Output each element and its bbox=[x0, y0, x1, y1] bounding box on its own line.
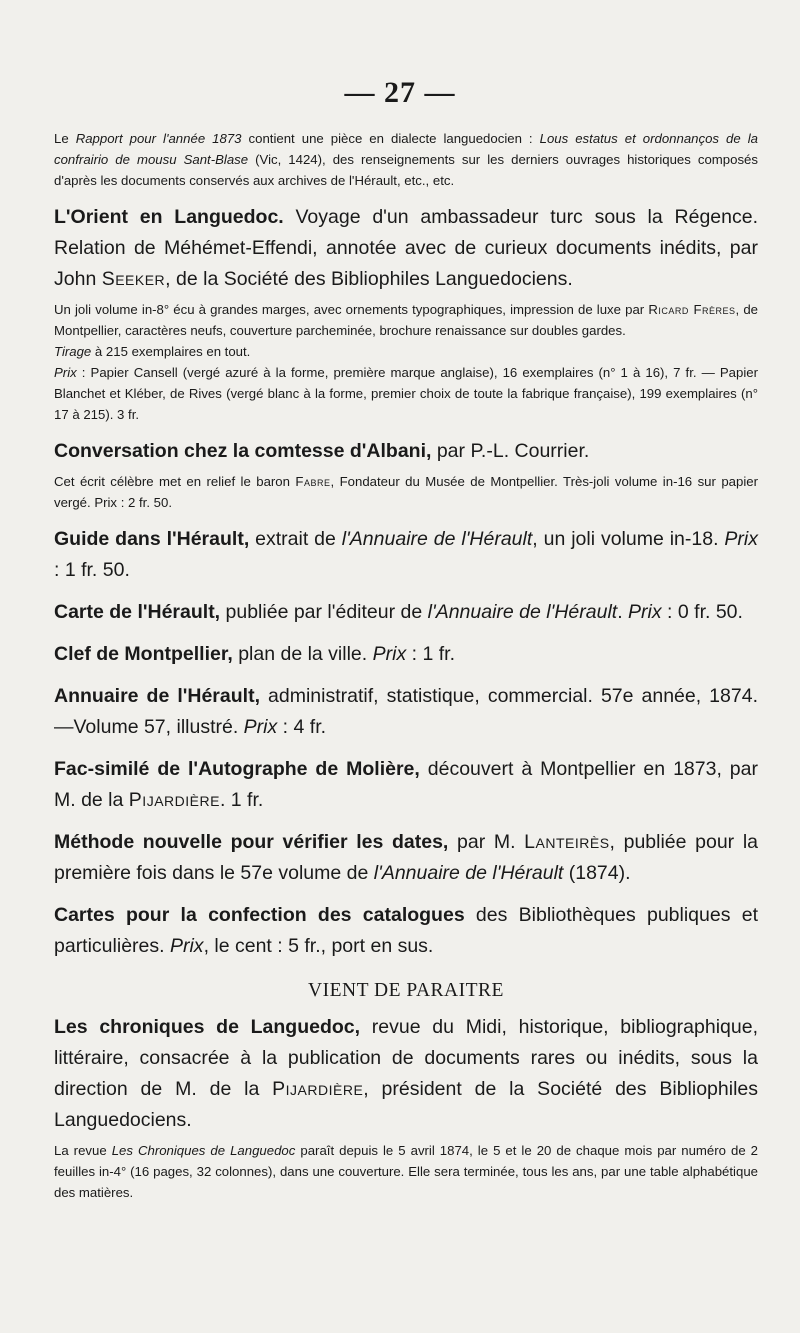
tirage-label: Tirage bbox=[54, 344, 92, 359]
italic-title: l'Annuaire de l'Hérault bbox=[373, 862, 564, 884]
text-run: , président de la Société des Bibliophiles Languedociens. bbox=[54, 1078, 758, 1131]
text-run: paraît depuis le 5 avril 1874, le 5 et le 20 de chaque mois par numéro de 2 feuilles in-4° (16 pages, 32 colonnes), dans une couverture. Elle sera terminée, tous les ans, par une table alphabétique des matières. bbox=[54, 1143, 758, 1200]
text-run: : 1 fr. 50. bbox=[54, 559, 130, 581]
entry-cartes bbox=[54, 900, 758, 962]
entry-conversation bbox=[54, 436, 758, 467]
text-run: : Papier Cansell (vergé azuré à la forme, première marque anglaise), 16 exemplaires (n° 1 à 16), 7 fr. — Papier Blanchet et Kléber, de Rives (vergé blanc à la forme, premier choix de toute la fabrique française), 199 exemplaires (n° 17 à 215). 3 fr. bbox=[54, 365, 758, 422]
text-run: : 1 fr. bbox=[406, 643, 455, 665]
entry-clef bbox=[54, 639, 758, 670]
orient-prix bbox=[54, 362, 758, 425]
text-run: , publiée pour la première fois dans le 57e volume de bbox=[54, 831, 758, 884]
text-run: revue du Midi, historique, bibliographique, littéraire, consacrée à la publication de documents rares ou inédits, sous la direction de M. de la bbox=[54, 1016, 758, 1100]
prix-label: Prix bbox=[54, 365, 77, 380]
entry-title: Guide dans l'Hérault, bbox=[54, 528, 250, 550]
text-run: , de la Société des Bibliophiles Languedociens. bbox=[165, 268, 573, 290]
italic-title: Les Chroniques de Languedoc bbox=[111, 1143, 296, 1158]
author-name: Pijardière bbox=[128, 789, 220, 811]
text-column bbox=[54, 128, 758, 1203]
author-name: Seeker bbox=[101, 268, 166, 290]
text-run: publiée par l'éditeur de bbox=[220, 601, 428, 623]
person-name: Fabre bbox=[295, 474, 331, 489]
text-run: , un joli volume in-18. bbox=[532, 528, 725, 550]
prix-label: Prix bbox=[372, 643, 407, 665]
entry-carte bbox=[54, 597, 758, 628]
text-run: découvert à Montpellier en 1873, par M. de la bbox=[54, 758, 758, 811]
text-run: , Fondateur du Musée de Montpellier. Très-joli volume in-16 sur papier vergé. Prix : 2 fr. 50. bbox=[54, 474, 758, 510]
intro-paragraph bbox=[54, 128, 758, 191]
text-run: , le cent : 5 fr., port en sus. bbox=[203, 935, 434, 957]
text-run: extrait de bbox=[249, 528, 342, 550]
text-run: . 1 fr. bbox=[219, 789, 264, 811]
entry-facsimile bbox=[54, 754, 758, 816]
entry-title: Fac-similé de l'Autographe de Molière, bbox=[54, 758, 420, 780]
text-run: (1874). bbox=[563, 862, 631, 884]
text-run: . bbox=[617, 601, 629, 623]
entry-annuaire bbox=[54, 681, 758, 743]
text-run: administratif, statistique, commercial. 57e année, 1874. —Volume 57, illustré. bbox=[54, 685, 758, 738]
text-run: à 215 exemplaires en tout. bbox=[91, 344, 251, 359]
chroniques-description bbox=[54, 1140, 758, 1203]
text-run: plan de la ville. bbox=[232, 643, 373, 665]
text-run: Cet écrit célèbre met en relief le baron bbox=[54, 474, 296, 489]
text-run: des Bibliothèques publiques et particulières. bbox=[54, 904, 758, 957]
entry-guide bbox=[54, 524, 758, 586]
entry-orient bbox=[54, 202, 758, 295]
text-run: : 0 fr. 50. bbox=[661, 601, 743, 623]
orient-description bbox=[54, 299, 758, 341]
entry-title: Les chroniques de Languedoc, bbox=[54, 1016, 361, 1038]
author-name: Pijardière bbox=[272, 1078, 364, 1100]
text-run: (Vic, 1424), des renseignements sur les derniers ouvrages historiques composés d'après les documents conservés aux archives de l'Hérault, etc., etc. bbox=[54, 152, 758, 188]
text-run: par M. bbox=[448, 831, 525, 853]
page-number: — 27 — bbox=[344, 76, 456, 109]
italic-title: Lous estatus et ordonnanços de la confrairio de mousu Sant-Blase bbox=[54, 131, 758, 167]
prix-label: Prix bbox=[724, 528, 758, 550]
entry-title: L'Orient en Languedoc. bbox=[54, 206, 284, 228]
italic-title: Rapport pour l'année 1873 bbox=[75, 131, 242, 146]
italic-title: l'Annuaire de l'Hérault bbox=[341, 528, 533, 550]
text-run: par P.-L. Courrier. bbox=[431, 440, 590, 462]
text-run: , de Montpellier, caractères neufs, couverture parcheminée, brochure renaissance sur doubles gardes. bbox=[54, 302, 759, 338]
prix-label: Prix bbox=[243, 716, 278, 738]
entry-title: Conversation chez la comtesse d'Albani, bbox=[54, 440, 432, 462]
text-run: Voyage d'un ambassadeur turc sous la Régence. Relation de Méhémet-Effendi, annotée avec de curieux documents inédits, par John bbox=[54, 206, 758, 290]
entry-title: Annuaire de l'Hérault, bbox=[54, 685, 260, 707]
section-heading: VIENT DE PARAITRE bbox=[308, 980, 504, 1001]
orient-tirage bbox=[54, 341, 758, 362]
entry-title: Méthode nouvelle pour vérifier les dates, bbox=[54, 831, 449, 853]
text-run: Le bbox=[54, 131, 76, 146]
entry-title: Carte de l'Hérault, bbox=[54, 601, 221, 623]
prix-label: Prix bbox=[169, 935, 204, 957]
italic-title: l'Annuaire de l'Hérault bbox=[427, 601, 618, 623]
author-name: Lanteirès bbox=[524, 831, 610, 853]
text-run: Un joli volume in-8° écu à grandes marges, avec ornements typographiques, impression de luxe par bbox=[54, 302, 649, 317]
conversation-description bbox=[54, 471, 758, 513]
text-run: : 4 fr. bbox=[277, 716, 327, 738]
prix-label: Prix bbox=[628, 601, 662, 623]
entry-chroniques bbox=[54, 1012, 758, 1136]
printer-name: Ricard Frères bbox=[648, 302, 736, 317]
entry-methode bbox=[54, 827, 758, 889]
entry-title: Cartes pour la confection des catalogues bbox=[54, 904, 465, 926]
entry-title: Clef de Montpellier, bbox=[54, 643, 233, 665]
text-run: contient une pièce en dialecte languedocien : bbox=[241, 131, 540, 146]
text-run: La revue bbox=[54, 1143, 112, 1158]
